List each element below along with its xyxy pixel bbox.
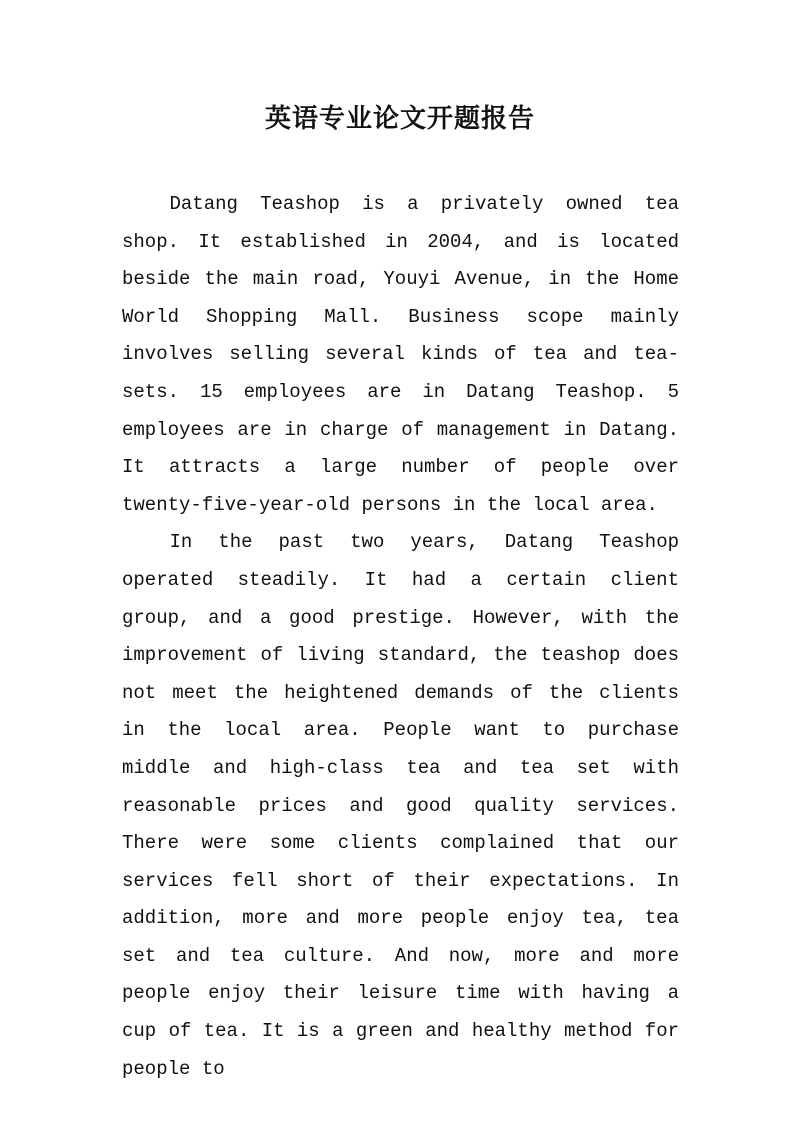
paragraph-2: In the past two years, Datang Teashop operated steadily. It had a certain client group, and a good prestige. However, with the improvement of living standard, the teashop does not meet the heightened demands of the clients in the local area. People want to purchase middle and high-class tea and tea set with reasonable prices and good quality services. There were some clients complained that our services fell short of their expectations. In addition, more and more people enjoy tea, tea set and tea culture. And now, more and more people enjoy their leisure time with having a cup of tea. It is a green and healthy method for people to	[122, 531, 679, 1080]
document-body	[122, 186, 679, 1088]
paragraph-1: Datang Teashop is a privately owned tea shop. It established in 2004, and is located beside the main road, Youyi Avenue, in the Home World Shopping Mall. Business scope mainly involves selling several kinds of tea and tea-sets. 15 employees are in Datang Teashop. 5 employees are in charge of management in Datang. It attracts a large number of people over twenty-five-year-old persons in the local area.	[122, 193, 679, 516]
document-title: 英语专业论文开题报告	[264, 104, 535, 134]
